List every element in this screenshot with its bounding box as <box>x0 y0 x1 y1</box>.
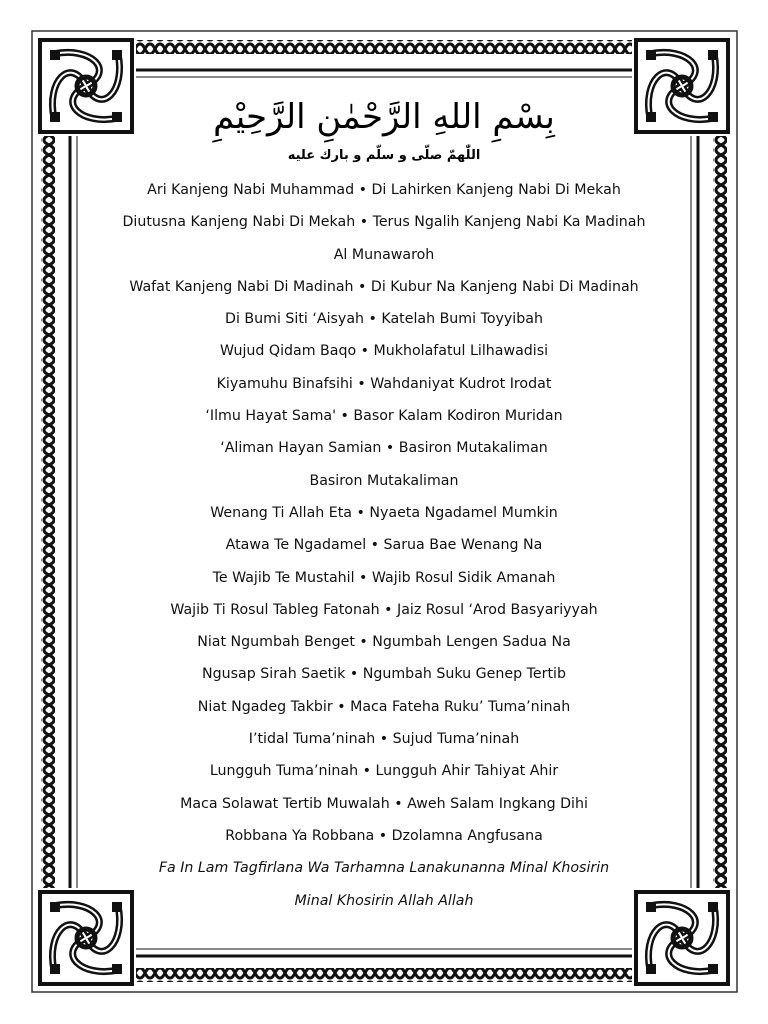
verse-line: Maca Solawat Tertib Muwalah • Aweh Salam Ingkang Dihi <box>180 795 588 812</box>
verse-line: Ngusap Sirah Saetik • Ngumbah Suku Genep Tertib <box>202 666 566 683</box>
left-braid-band <box>41 132 55 892</box>
verse-line: Atawa Te Ngadamel • Sarua Bae Wenang Na <box>225 537 543 554</box>
verse-line: Di Bumi Siti ‘Aisyah • Katelah Bumi Toyyibah <box>225 311 543 328</box>
verse-line: ‘Aliman Hayan Samian • Basiron Mutakaliman <box>220 440 548 457</box>
verse-line: Wafat Kanjeng Nabi Di Madinah • Di Kubur Na Kanjeng Nabi Di Madinah <box>129 278 639 295</box>
verse-line: Wujud Qidam Baqo • Mukholafatul Lilhawadisi <box>219 343 549 360</box>
verse-line: Te Wajib Te Mustahil • Wajib Rosul Sidik Amanah <box>212 569 556 586</box>
bottom-braid-band <box>132 968 636 982</box>
verse-line: Ari Kanjeng Nabi Muhammad • Di Lahirken Kanjeng Nabi Di Mekah <box>147 182 621 198</box>
verse-line: Niat Ngadeg Takbir • Maca Fateha Ruku’ Tuma’ninah <box>197 698 571 715</box>
verse-line: ‘Ilmu Hayat Sama' • Basor Kalam Kodiron Muridan <box>205 408 563 425</box>
salawat-line: اللّٰهمّ صلّی و سلّم و بارك عليه <box>287 148 481 163</box>
top-braid-band <box>132 40 636 54</box>
verse-line: Kiyamuhu Binafsihi • Wahdaniyat Kudrot Irodat <box>216 375 552 392</box>
verse-line: Basiron Mutakaliman <box>309 472 459 489</box>
bismillah-calligraphy: بِسْمِ اللهِ الرَّحْمٰنِ الرَّحِيْمِ <box>213 97 555 137</box>
verse-line: Fa In Lam Tagfirlana Wa Tarhamna Lanakunanna Minal Khosirin <box>158 860 610 877</box>
verse-line: Robbana Ya Robbana • Dzolamna Angfusana <box>225 827 543 844</box>
verse-list <box>95 174 673 917</box>
verse-line: Al Munawaroh <box>333 246 435 263</box>
verse-line: Niat Ngumbah Benget • Ngumbah Lengen Sadua Na <box>197 634 571 651</box>
verse-line: Wenang Ti Allah Eta • Nyaeta Ngadamel Mumkin <box>210 504 558 521</box>
document-body <box>95 92 673 917</box>
verse-line: I’tidal Tuma’ninah • Sujud Tuma’ninah <box>248 731 520 748</box>
verse-line: Lungguh Tuma’ninah • Lungguh Ahir Tahiyat Ahir <box>209 763 559 780</box>
verse-line: Wajib Ti Rosul Tableg Fatonah • Jaiz Rosul ‘Arod Basyariyyah <box>170 601 598 618</box>
right-braid-band <box>713 132 727 892</box>
verse-line: Minal Khosirin Allah Allah <box>294 892 474 909</box>
verse-line: Diutusna Kanjeng Nabi Di Mekah • Terus Ngalih Kanjeng Nabi Ka Madinah <box>122 214 646 231</box>
